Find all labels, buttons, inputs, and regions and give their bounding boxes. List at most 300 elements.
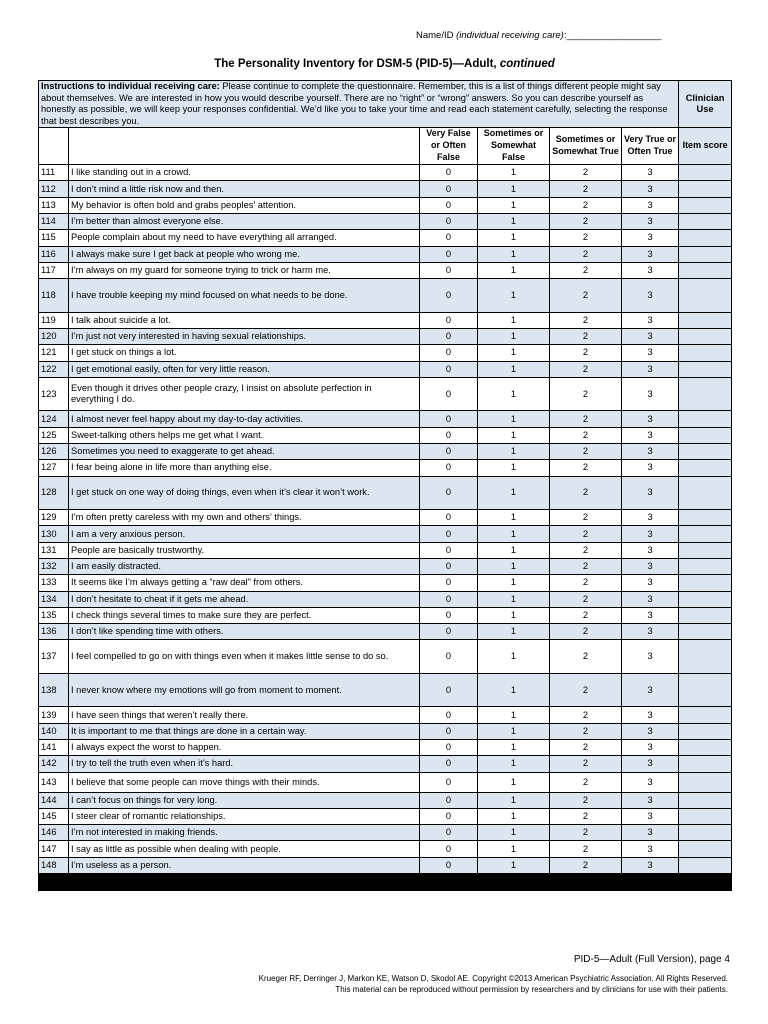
response-option-3[interactable]: 3: [622, 808, 679, 824]
response-option-0[interactable]: 0: [420, 197, 478, 213]
response-option-1[interactable]: 1: [478, 411, 550, 427]
item-score-field[interactable]: [679, 476, 732, 510]
item-score-field[interactable]: [679, 825, 732, 841]
instructions-row: [39, 81, 732, 128]
response-option-2[interactable]: 2: [550, 279, 622, 313]
response-option-1[interactable]: 1: [478, 739, 550, 755]
header-somewhat-true: Sometimes or Somewhat True: [550, 128, 622, 165]
response-option-1[interactable]: 1: [478, 328, 550, 344]
response-option-2[interactable]: 2: [550, 825, 622, 841]
item-number: 112: [39, 181, 69, 197]
response-option-1[interactable]: 1: [478, 443, 550, 459]
response-option-1[interactable]: 1: [478, 542, 550, 558]
item-score-field[interactable]: [679, 181, 732, 197]
response-option-2[interactable]: 2: [550, 841, 622, 857]
response-option-3[interactable]: 3: [622, 361, 679, 377]
item-score-field[interactable]: [679, 427, 732, 443]
item-statement: I always expect the worst to happen.: [69, 739, 420, 755]
item-score-field[interactable]: [679, 246, 732, 262]
response-option-3[interactable]: 3: [622, 510, 679, 526]
item-row: [39, 262, 732, 278]
response-option-2[interactable]: 2: [550, 377, 622, 411]
item-row: [39, 772, 732, 792]
response-option-1[interactable]: 1: [478, 345, 550, 361]
response-option-3[interactable]: 3: [622, 772, 679, 792]
item-score-field[interactable]: [679, 312, 732, 328]
response-option-1[interactable]: 1: [478, 476, 550, 510]
response-option-3[interactable]: 3: [622, 607, 679, 623]
response-option-1[interactable]: 1: [478, 591, 550, 607]
item-statement: I feel compelled to go on with things even when it makes little sense to do so.: [69, 640, 420, 674]
item-row: [39, 808, 732, 824]
header-item-score: Item score: [679, 128, 732, 165]
response-option-3[interactable]: 3: [622, 857, 679, 873]
item-row: [39, 312, 732, 328]
item-row: [39, 526, 732, 542]
response-option-1[interactable]: 1: [478, 792, 550, 808]
response-option-2[interactable]: 2: [550, 476, 622, 510]
response-option-2[interactable]: 2: [550, 510, 622, 526]
item-score-field[interactable]: [679, 213, 732, 229]
response-option-2[interactable]: 2: [550, 857, 622, 873]
response-option-1[interactable]: 1: [478, 857, 550, 873]
response-option-2[interactable]: 2: [550, 575, 622, 591]
item-row: [39, 345, 732, 361]
inventory-table: [38, 80, 732, 891]
response-option-3[interactable]: 3: [622, 476, 679, 510]
response-option-0[interactable]: 0: [420, 526, 478, 542]
response-option-0[interactable]: 0: [420, 377, 478, 411]
item-score-field[interactable]: [679, 558, 732, 574]
response-option-2[interactable]: 2: [550, 443, 622, 459]
item-score-field[interactable]: [679, 165, 732, 181]
response-option-2[interactable]: 2: [550, 312, 622, 328]
item-score-field[interactable]: [679, 756, 732, 772]
response-option-3[interactable]: 3: [622, 526, 679, 542]
item-number: 146: [39, 825, 69, 841]
response-option-0[interactable]: 0: [420, 443, 478, 459]
response-option-1[interactable]: 1: [478, 772, 550, 792]
response-option-2[interactable]: 2: [550, 460, 622, 476]
item-score-field[interactable]: [679, 526, 732, 542]
response-option-0[interactable]: 0: [420, 361, 478, 377]
response-option-2[interactable]: 2: [550, 673, 622, 707]
item-score-field[interactable]: [679, 624, 732, 640]
response-option-0[interactable]: 0: [420, 262, 478, 278]
response-option-0[interactable]: 0: [420, 624, 478, 640]
instructions-cell: [39, 81, 679, 128]
item-score-field[interactable]: [679, 808, 732, 824]
response-option-2[interactable]: 2: [550, 624, 622, 640]
item-score-field[interactable]: [679, 279, 732, 313]
response-option-3[interactable]: 3: [622, 312, 679, 328]
item-statement: I can’t focus on things for very long.: [69, 792, 420, 808]
item-score-field[interactable]: [679, 510, 732, 526]
item-score-field[interactable]: [679, 377, 732, 411]
response-option-0[interactable]: 0: [420, 792, 478, 808]
item-score-field[interactable]: [679, 345, 732, 361]
item-number: 147: [39, 841, 69, 857]
response-option-2[interactable]: 2: [550, 739, 622, 755]
response-option-3[interactable]: 3: [622, 197, 679, 213]
item-score-field[interactable]: [679, 460, 732, 476]
response-option-2[interactable]: 2: [550, 181, 622, 197]
response-option-0[interactable]: 0: [420, 558, 478, 574]
response-option-3[interactable]: 3: [622, 246, 679, 262]
name-id-blank[interactable]: :__________________: [563, 30, 662, 41]
response-option-1[interactable]: 1: [478, 262, 550, 278]
response-option-3[interactable]: 3: [622, 673, 679, 707]
clinician-use-header: Clinician Use: [679, 81, 732, 128]
response-option-2[interactable]: 2: [550, 707, 622, 723]
response-option-1[interactable]: 1: [478, 707, 550, 723]
item-statement: I try to tell the truth even when it’s hard.: [69, 756, 420, 772]
item-number: 138: [39, 673, 69, 707]
response-option-0[interactable]: 0: [420, 345, 478, 361]
title-italic: continued: [499, 58, 555, 70]
response-option-1[interactable]: 1: [478, 246, 550, 262]
item-score-field[interactable]: [679, 607, 732, 623]
response-option-3[interactable]: 3: [622, 443, 679, 459]
name-id-label: Name/ID: [416, 30, 454, 41]
item-number: 114: [39, 213, 69, 229]
item-row: [39, 575, 732, 591]
header-very-true: Very True or Often True: [622, 128, 679, 165]
item-statement: I don’t hesitate to cheat if it gets me ahead.: [69, 591, 420, 607]
response-option-1[interactable]: 1: [478, 640, 550, 674]
response-option-0[interactable]: 0: [420, 542, 478, 558]
page-title: [38, 58, 731, 70]
response-option-0[interactable]: 0: [420, 591, 478, 607]
table-footer-bar: [39, 874, 732, 891]
item-number: 128: [39, 476, 69, 510]
response-option-1[interactable]: 1: [478, 279, 550, 313]
item-number: 121: [39, 345, 69, 361]
response-option-0[interactable]: 0: [420, 640, 478, 674]
response-option-1[interactable]: 1: [478, 575, 550, 591]
response-option-0[interactable]: 0: [420, 808, 478, 824]
item-statement: I have trouble keeping my mind focused on what needs to be done.: [69, 279, 420, 313]
response-option-0[interactable]: 0: [420, 756, 478, 772]
item-statement: I almost never feel happy about my day-to-day activities.: [69, 411, 420, 427]
item-statement: I believe that some people can move things with their minds.: [69, 772, 420, 792]
response-option-2[interactable]: 2: [550, 792, 622, 808]
response-option-0[interactable]: 0: [420, 181, 478, 197]
response-option-3[interactable]: 3: [622, 377, 679, 411]
item-number: 118: [39, 279, 69, 313]
response-option-1[interactable]: 1: [478, 230, 550, 246]
response-option-2[interactable]: 2: [550, 542, 622, 558]
item-number: 132: [39, 558, 69, 574]
response-option-0[interactable]: 0: [420, 165, 478, 181]
response-option-1[interactable]: 1: [478, 723, 550, 739]
response-option-2[interactable]: 2: [550, 230, 622, 246]
response-option-0[interactable]: 0: [420, 213, 478, 229]
item-score-field[interactable]: [679, 640, 732, 674]
item-row: [39, 857, 732, 873]
response-option-1[interactable]: 1: [478, 673, 550, 707]
item-row: [39, 197, 732, 213]
item-number: 119: [39, 312, 69, 328]
item-number: 115: [39, 230, 69, 246]
response-option-0[interactable]: 0: [420, 312, 478, 328]
item-statement: It seems like I’m always getting a “raw deal” from others.: [69, 575, 420, 591]
response-option-2[interactable]: 2: [550, 723, 622, 739]
item-statement: I’m just not very interested in having sexual relationships.: [69, 328, 420, 344]
response-option-0[interactable]: 0: [420, 841, 478, 857]
item-score-field[interactable]: [679, 575, 732, 591]
response-option-0[interactable]: 0: [420, 510, 478, 526]
header-blank-num: [39, 128, 69, 165]
response-option-1[interactable]: 1: [478, 607, 550, 623]
item-score-field[interactable]: [679, 857, 732, 873]
response-option-1[interactable]: 1: [478, 808, 550, 824]
response-option-1[interactable]: 1: [478, 213, 550, 229]
item-statement: I have seen things that weren’t really there.: [69, 707, 420, 723]
response-option-3[interactable]: 3: [622, 165, 679, 181]
response-option-3[interactable]: 3: [622, 542, 679, 558]
item-row: [39, 377, 732, 411]
response-option-3[interactable]: 3: [622, 345, 679, 361]
item-statement: I talk about suicide a lot.: [69, 312, 420, 328]
response-option-0[interactable]: 0: [420, 673, 478, 707]
response-option-1[interactable]: 1: [478, 526, 550, 542]
response-option-3[interactable]: 3: [622, 707, 679, 723]
item-score-field[interactable]: [679, 723, 732, 739]
item-row: [39, 510, 732, 526]
item-statement: I say as little as possible when dealing with people.: [69, 841, 420, 857]
item-score-field[interactable]: [679, 197, 732, 213]
response-option-3[interactable]: 3: [622, 230, 679, 246]
item-number: 133: [39, 575, 69, 591]
response-option-2[interactable]: 2: [550, 345, 622, 361]
response-option-1[interactable]: 1: [478, 361, 550, 377]
item-number: 134: [39, 591, 69, 607]
item-statement: I always make sure I get back at people who wrong me.: [69, 246, 420, 262]
item-statement: I’m often pretty careless with my own and others’ things.: [69, 510, 420, 526]
item-score-field[interactable]: [679, 411, 732, 427]
item-number: 141: [39, 739, 69, 755]
response-option-0[interactable]: 0: [420, 575, 478, 591]
item-row: [39, 427, 732, 443]
response-option-3[interactable]: 3: [622, 723, 679, 739]
item-row: [39, 723, 732, 739]
column-header-row: [39, 128, 732, 165]
response-option-3[interactable]: 3: [622, 328, 679, 344]
response-option-1[interactable]: 1: [478, 510, 550, 526]
item-statement: I get stuck on one way of doing things, even when it’s clear it won’t work.: [69, 476, 420, 510]
item-statement: Sometimes you need to exaggerate to get ahead.: [69, 443, 420, 459]
response-option-2[interactable]: 2: [550, 526, 622, 542]
response-option-1[interactable]: 1: [478, 558, 550, 574]
response-option-1[interactable]: 1: [478, 377, 550, 411]
response-option-2[interactable]: 2: [550, 772, 622, 792]
response-option-1[interactable]: 1: [478, 197, 550, 213]
response-option-0[interactable]: 0: [420, 279, 478, 313]
item-number: 123: [39, 377, 69, 411]
name-id-line: [416, 30, 662, 41]
item-number: 125: [39, 427, 69, 443]
response-option-2[interactable]: 2: [550, 411, 622, 427]
response-option-2[interactable]: 2: [550, 756, 622, 772]
item-statement: It is important to me that things are done in a certain way.: [69, 723, 420, 739]
item-row: [39, 246, 732, 262]
instructions-text: Please continue to complete the questionnaire. Remember, this is a list of things different people might say about themselves. We are interested in how you would describe yourself. There are no “right” or “wrong” answers. So you can describe yourself as honestly as possible, we will keep your responses confidential. We’d like you to take your time and read each statement carefully, selecting the response that best describes you.: [41, 81, 668, 126]
response-option-3[interactable]: 3: [622, 575, 679, 591]
response-option-3[interactable]: 3: [622, 825, 679, 841]
response-option-0[interactable]: 0: [420, 411, 478, 427]
item-number: 145: [39, 808, 69, 824]
response-option-0[interactable]: 0: [420, 857, 478, 873]
response-option-0[interactable]: 0: [420, 772, 478, 792]
black-bar: [39, 874, 732, 891]
item-score-field[interactable]: [679, 739, 732, 755]
response-option-3[interactable]: 3: [622, 640, 679, 674]
item-score-field[interactable]: [679, 772, 732, 792]
response-option-3[interactable]: 3: [622, 181, 679, 197]
item-number: 139: [39, 707, 69, 723]
item-row: [39, 707, 732, 723]
item-row: [39, 792, 732, 808]
response-option-0[interactable]: 0: [420, 246, 478, 262]
item-row: [39, 756, 732, 772]
response-option-0[interactable]: 0: [420, 427, 478, 443]
response-option-1[interactable]: 1: [478, 825, 550, 841]
response-option-1[interactable]: 1: [478, 841, 550, 857]
response-option-3[interactable]: 3: [622, 739, 679, 755]
response-option-3[interactable]: 3: [622, 262, 679, 278]
item-number: 143: [39, 772, 69, 792]
item-statement: I’m useless as a person.: [69, 857, 420, 873]
response-option-3[interactable]: 3: [622, 624, 679, 640]
item-row: [39, 476, 732, 510]
response-option-1[interactable]: 1: [478, 624, 550, 640]
response-option-1[interactable]: 1: [478, 312, 550, 328]
item-score-field[interactable]: [679, 792, 732, 808]
response-option-0[interactable]: 0: [420, 476, 478, 510]
response-option-2[interactable]: 2: [550, 262, 622, 278]
response-option-3[interactable]: 3: [622, 213, 679, 229]
item-row: [39, 443, 732, 459]
response-option-0[interactable]: 0: [420, 460, 478, 476]
item-number: 137: [39, 640, 69, 674]
item-row: [39, 411, 732, 427]
item-row: [39, 279, 732, 313]
item-number: 116: [39, 246, 69, 262]
response-option-2[interactable]: 2: [550, 591, 622, 607]
response-option-0[interactable]: 0: [420, 825, 478, 841]
footer-citation-line-2: This material can be reproduced without permission by researchers and by clinicians for use with their patients.: [335, 984, 728, 994]
item-score-field[interactable]: [679, 841, 732, 857]
item-statement: I get emotional easily, often for very little reason.: [69, 361, 420, 377]
item-score-field[interactable]: [679, 361, 732, 377]
item-number: 135: [39, 607, 69, 623]
response-option-1[interactable]: 1: [478, 181, 550, 197]
item-row: [39, 165, 732, 181]
response-option-1[interactable]: 1: [478, 165, 550, 181]
item-row: [39, 460, 732, 476]
response-option-2[interactable]: 2: [550, 640, 622, 674]
item-statement: I get stuck on things a lot.: [69, 345, 420, 361]
item-row: [39, 181, 732, 197]
item-score-field[interactable]: [679, 673, 732, 707]
item-row: [39, 558, 732, 574]
response-option-2[interactable]: 2: [550, 427, 622, 443]
response-option-2[interactable]: 2: [550, 607, 622, 623]
item-row: [39, 739, 732, 755]
response-option-2[interactable]: 2: [550, 165, 622, 181]
item-statement: People complain about my need to have everything all arranged.: [69, 230, 420, 246]
response-option-1[interactable]: 1: [478, 756, 550, 772]
item-number: 144: [39, 792, 69, 808]
item-number: 126: [39, 443, 69, 459]
item-statement: Even though it drives other people crazy, I insist on absolute perfection in everything I do.: [69, 377, 420, 411]
item-row: [39, 640, 732, 674]
response-option-3[interactable]: 3: [622, 411, 679, 427]
response-option-2[interactable]: 2: [550, 197, 622, 213]
response-option-0[interactable]: 0: [420, 723, 478, 739]
response-option-2[interactable]: 2: [550, 808, 622, 824]
item-row: [39, 624, 732, 640]
instructions-lead: Instructions to individual receiving care:: [41, 81, 220, 91]
response-option-2[interactable]: 2: [550, 361, 622, 377]
item-statement: I check things several times to make sure they are perfect.: [69, 607, 420, 623]
response-option-3[interactable]: 3: [622, 591, 679, 607]
item-statement: I like standing out in a crowd.: [69, 165, 420, 181]
response-option-3[interactable]: 3: [622, 279, 679, 313]
item-number: 131: [39, 542, 69, 558]
response-option-3[interactable]: 3: [622, 427, 679, 443]
response-option-0[interactable]: 0: [420, 707, 478, 723]
response-option-2[interactable]: 2: [550, 213, 622, 229]
item-score-field[interactable]: [679, 542, 732, 558]
item-score-field[interactable]: [679, 230, 732, 246]
response-option-2[interactable]: 2: [550, 558, 622, 574]
footer-citation: [259, 974, 728, 996]
item-score-field[interactable]: [679, 328, 732, 344]
response-option-3[interactable]: 3: [622, 792, 679, 808]
response-option-3[interactable]: 3: [622, 460, 679, 476]
item-statement: I am a very anxious person.: [69, 526, 420, 542]
response-option-3[interactable]: 3: [622, 558, 679, 574]
response-option-1[interactable]: 1: [478, 460, 550, 476]
item-statement: Sweet-talking others helps me get what I want.: [69, 427, 420, 443]
item-score-field[interactable]: [679, 707, 732, 723]
response-option-3[interactable]: 3: [622, 756, 679, 772]
item-score-field[interactable]: [679, 443, 732, 459]
response-option-3[interactable]: 3: [622, 841, 679, 857]
response-option-2[interactable]: 2: [550, 246, 622, 262]
item-score-field[interactable]: [679, 262, 732, 278]
response-option-0[interactable]: 0: [420, 328, 478, 344]
item-statement: My behavior is often bold and grabs peoples’ attention.: [69, 197, 420, 213]
item-statement: I never know where my emotions will go from moment to moment.: [69, 673, 420, 707]
response-option-1[interactable]: 1: [478, 427, 550, 443]
response-option-0[interactable]: 0: [420, 230, 478, 246]
item-row: [39, 607, 732, 623]
item-statement: People are basically trustworthy.: [69, 542, 420, 558]
response-option-0[interactable]: 0: [420, 739, 478, 755]
footer-page-label: PID-5—Adult (Full Version), page 4: [573, 954, 730, 965]
response-option-0[interactable]: 0: [420, 607, 478, 623]
item-number: 117: [39, 262, 69, 278]
item-statement: I’m better than almost everyone else.: [69, 213, 420, 229]
item-score-field[interactable]: [679, 591, 732, 607]
item-number: 136: [39, 624, 69, 640]
item-number: 130: [39, 526, 69, 542]
response-option-2[interactable]: 2: [550, 328, 622, 344]
item-row: [39, 841, 732, 857]
